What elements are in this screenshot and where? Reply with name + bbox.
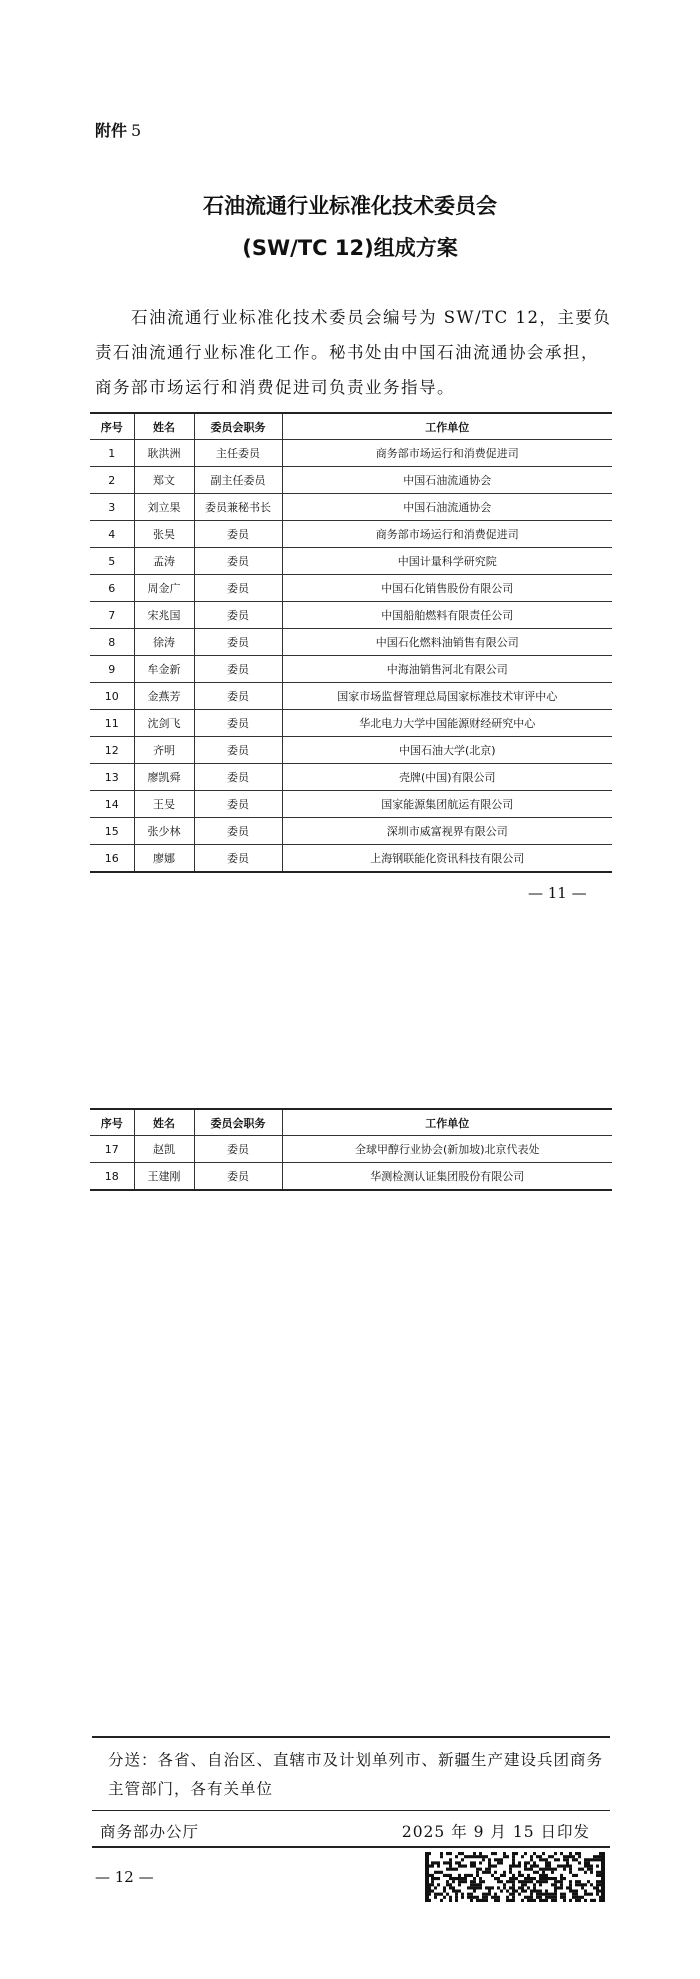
committee-roster-table <box>90 412 612 873</box>
cell-position: 委员 <box>194 521 282 548</box>
cell-number: 17 <box>90 1136 134 1163</box>
cell-name: 孟涛 <box>134 548 194 575</box>
cell-organization: 中海油销售河北有限公司 <box>282 656 612 683</box>
table-row <box>90 575 612 602</box>
cell-number: 11 <box>90 710 134 737</box>
table-row <box>90 845 612 873</box>
roster-body <box>90 440 612 873</box>
issue-date: 2025 年 9 月 15 日印发 <box>401 1823 590 1841</box>
table-row <box>90 440 612 467</box>
cell-number: 4 <box>90 521 134 548</box>
cell-organization: 中国船舶燃料有限责任公司 <box>282 602 612 629</box>
cell-name: 郑文 <box>134 467 194 494</box>
table-row <box>90 737 612 764</box>
table-row <box>90 710 612 737</box>
cell-organization: 中国石油流通协会 <box>282 494 612 521</box>
cell-number: 7 <box>90 602 134 629</box>
cell-number: 13 <box>90 764 134 791</box>
cell-number: 8 <box>90 629 134 656</box>
cell-position: 委员 <box>194 575 282 602</box>
document-title: 石油流通行业标准化技术委员会 <box>203 194 497 218</box>
table-row <box>90 548 612 575</box>
cell-organization: 中国计量科学研究院 <box>282 548 612 575</box>
table-row <box>90 467 612 494</box>
cell-organization: 中国石油大学(北京) <box>282 737 612 764</box>
cell-organization: 上海钢联能化资讯科技有限公司 <box>282 845 612 873</box>
cell-organization: 中国石油流通协会 <box>282 467 612 494</box>
table-row <box>90 656 612 683</box>
committee-roster-table-continued <box>90 1108 612 1191</box>
cell-position: 委员 <box>194 548 282 575</box>
cell-position: 委员 <box>194 683 282 710</box>
cell-position: 委员 <box>194 629 282 656</box>
cell-name: 张昊 <box>134 521 194 548</box>
col-header-number: 序号 <box>90 1109 134 1136</box>
table-row <box>90 629 612 656</box>
cell-organization: 商务部市场运行和消费促进司 <box>282 521 612 548</box>
cell-position: 委员 <box>194 845 282 873</box>
col-header-name: 姓名 <box>134 413 194 440</box>
table-row <box>90 791 612 818</box>
cell-position: 委员 <box>194 602 282 629</box>
col-header-name: 姓名 <box>134 1109 194 1136</box>
cell-number: 3 <box>90 494 134 521</box>
cell-name: 廖娜 <box>134 845 194 873</box>
cell-name: 赵凯 <box>134 1136 194 1163</box>
col-header-organization: 工作单位 <box>282 413 612 440</box>
col-header-position: 委员会职务 <box>194 1109 282 1136</box>
cell-number: 6 <box>90 575 134 602</box>
cell-number: 5 <box>90 548 134 575</box>
roster-body-continued <box>90 1136 612 1191</box>
cell-name: 宋兆国 <box>134 602 194 629</box>
cell-position: 委员 <box>194 1163 282 1191</box>
cell-position: 副主任委员 <box>194 467 282 494</box>
cell-organization: 全球甲醇行业协会(新加坡)北京代表处 <box>282 1136 612 1163</box>
cell-name: 耿洪洲 <box>134 440 194 467</box>
cell-position: 委员 <box>194 1136 282 1163</box>
table-row <box>90 1163 612 1191</box>
col-header-number: 序号 <box>90 413 134 440</box>
issuing-office: 商务部办公厅 <box>100 1823 200 1841</box>
cell-number: 18 <box>90 1163 134 1191</box>
col-header-organization: 工作单位 <box>282 1109 612 1136</box>
cell-organization: 商务部市场运行和消费促进司 <box>282 440 612 467</box>
table-row <box>90 683 612 710</box>
cell-name: 周金广 <box>134 575 194 602</box>
cell-number: 14 <box>90 791 134 818</box>
barcode-icon <box>425 1852 605 1902</box>
cell-number: 12 <box>90 737 134 764</box>
cell-position: 委员 <box>194 710 282 737</box>
table-header-row <box>90 413 612 440</box>
cell-organization: 华北电力大学中国能源财经研究中心 <box>282 710 612 737</box>
cell-position: 主任委员 <box>194 440 282 467</box>
table-row <box>90 1136 612 1163</box>
cell-number: 16 <box>90 845 134 873</box>
cell-organization: 国家能源集团航运有限公司 <box>282 791 612 818</box>
table-header-row <box>90 1109 612 1136</box>
distribution-list: 分送：各省、自治区、直辖市及计划单列市、新疆生产建设兵团商务主管部门，各有关单位 <box>108 1751 604 1798</box>
cell-name: 齐明 <box>134 737 194 764</box>
cell-organization: 深圳市威富视界有限公司 <box>282 818 612 845</box>
cell-name: 徐涛 <box>134 629 194 656</box>
cell-name: 金燕芳 <box>134 683 194 710</box>
cell-position: 委员 <box>194 791 282 818</box>
cell-position: 委员 <box>194 764 282 791</box>
cell-position: 委员 <box>194 656 282 683</box>
cell-position: 委员 <box>194 737 282 764</box>
cell-name: 王旻 <box>134 791 194 818</box>
cell-position: 委员兼秘书长 <box>194 494 282 521</box>
cell-number: 1 <box>90 440 134 467</box>
cell-organization: 中国石化销售股份有限公司 <box>282 575 612 602</box>
page-number: — 12 — <box>95 1868 154 1886</box>
table-row <box>90 602 612 629</box>
cell-number: 15 <box>90 818 134 845</box>
distribution-top-rule <box>92 1736 610 1738</box>
table-row <box>90 521 612 548</box>
footer-bottom-rule <box>92 1846 610 1848</box>
cell-name: 牟金新 <box>134 656 194 683</box>
cell-name: 王建刚 <box>134 1163 194 1191</box>
cell-position: 委员 <box>194 818 282 845</box>
cell-number: 10 <box>90 683 134 710</box>
cell-name: 张少林 <box>134 818 194 845</box>
cell-name: 沈剑飞 <box>134 710 194 737</box>
document-subtitle: (SW/TC 12)组成方案 <box>242 236 458 260</box>
distribution-bottom-rule <box>92 1810 610 1811</box>
intro-paragraph: 石油流通行业标准化技术委员会编号为 SW/TC 12，主要负责石油流通行业标准化工作。秘书处由中国石油流通协会承担，商务部市场运行和消费促进司负责业务指导。 <box>95 308 612 397</box>
table-row <box>90 494 612 521</box>
cell-number: 2 <box>90 467 134 494</box>
cell-organization: 华测检测认证集团股份有限公司 <box>282 1163 612 1191</box>
cell-number: 9 <box>90 656 134 683</box>
attachment-label: 附件 5 <box>95 121 142 140</box>
col-header-position: 委员会职务 <box>194 413 282 440</box>
cell-organization: 中国石化燃料油销售有限公司 <box>282 629 612 656</box>
cell-organization: 壳牌(中国)有限公司 <box>282 764 612 791</box>
table-row <box>90 818 612 845</box>
cell-name: 刘立果 <box>134 494 194 521</box>
table-row <box>90 764 612 791</box>
cell-name: 廖凯舜 <box>134 764 194 791</box>
cell-organization: 国家市场监督管理总局国家标准技术审评中心 <box>282 683 612 710</box>
page-number: — 11 — <box>528 884 587 902</box>
